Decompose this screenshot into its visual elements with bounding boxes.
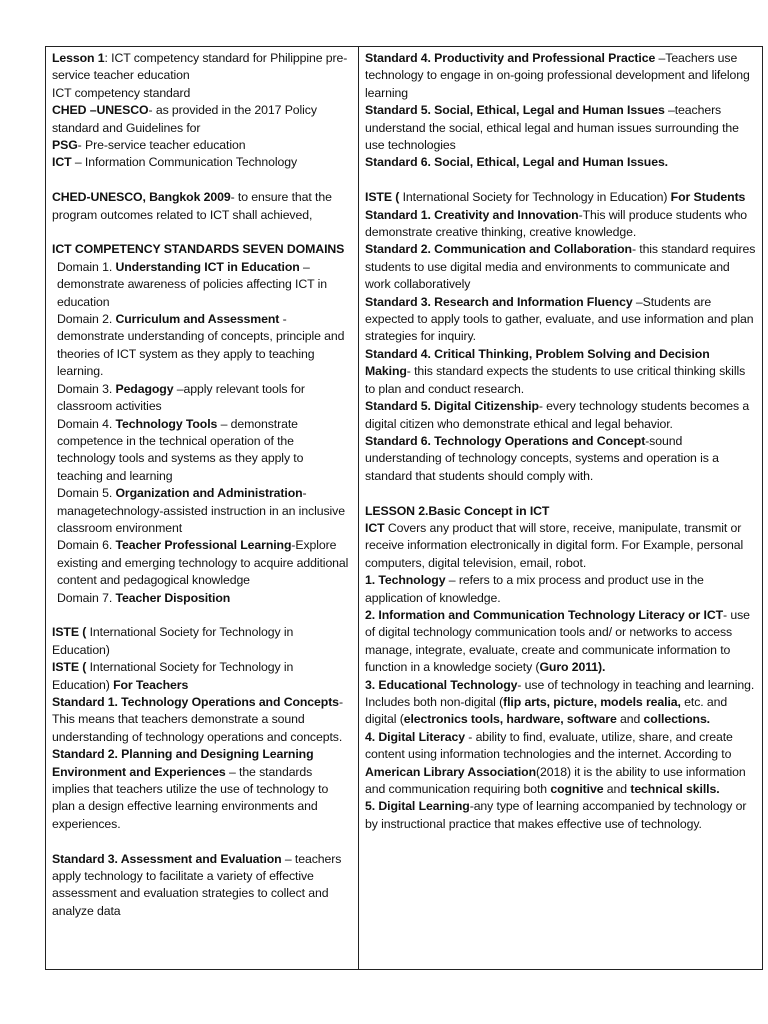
bold-text: ISTE ( — [365, 190, 400, 205]
paragraph — [365, 503, 756, 520]
bold-text: Standard 3. Assessment and Evaluation — [52, 851, 282, 866]
paragraph — [52, 537, 352, 589]
blank-line — [52, 172, 352, 189]
text: Domain 6. — [57, 538, 116, 553]
blank-line — [365, 485, 756, 502]
text: International Society for Technology in Education) — [52, 660, 294, 692]
paragraph — [52, 694, 352, 746]
bold-text: Standard 2. Planning and Designing Learning Environment and Experiences — [52, 747, 314, 779]
paragraph — [52, 659, 352, 694]
text: - to ensure that the program outcomes related to ICT shall achieved, — [52, 190, 332, 222]
text: (2018) it is the ability to use information and communication requiring both — [365, 764, 746, 797]
text: - Pre-service teacher education — [77, 138, 246, 153]
paragraph — [365, 294, 756, 346]
paragraph — [52, 241, 352, 258]
paragraph — [365, 729, 756, 799]
left-column — [46, 47, 359, 969]
paragraph — [52, 851, 352, 921]
text: – refers to a mix process and product use in the application of knowledge. — [365, 573, 704, 605]
text: Domain 1. — [57, 259, 116, 274]
bold-text: Teacher Professional Learning — [115, 538, 292, 553]
bold-text: electronics tools, hardware, software — [403, 712, 617, 727]
text: Domain 5. — [57, 486, 116, 501]
text: - use of technology in teaching and learning. Includes both non-digital ( — [365, 677, 755, 709]
bold-text: 5. Digital Learning — [365, 799, 470, 814]
text: –teachers understand the social, ethical legal and human issues surrounding the use technologies — [365, 103, 739, 153]
paragraph — [52, 259, 352, 311]
paragraph — [52, 746, 352, 833]
blank-line — [52, 607, 352, 624]
bold-text: collections. — [643, 712, 710, 727]
blank-line — [52, 224, 352, 241]
text: etc. and digital ( — [365, 695, 728, 727]
paragraph — [52, 85, 352, 102]
bold-text: Lesson 1 — [52, 51, 105, 65]
text: Covers any product that will store, receive, manipulate, transmit or receive information electronically in digital form. For Example, personal computers, digital television, email, robot. — [365, 520, 744, 570]
text: and — [603, 782, 631, 797]
text: : ICT competency standard for Philippine pre-service teacher education — [52, 51, 348, 83]
text: International Society for Technology in Education) — [399, 190, 671, 205]
bold-text: Standard 5. Social, Ethical, Legal and Human Issues — [365, 103, 665, 118]
text: Domain 2. — [57, 312, 116, 327]
bold-text: ISTE ( — [52, 660, 87, 675]
text: -any type of learning accompanied by technology or by instructional practice that makes effective use of technology. — [365, 799, 747, 831]
paragraph — [52, 137, 352, 154]
text: -Explore existing and emerging technology to acquire additional content and pedagogical knowledge — [57, 538, 349, 588]
paragraph — [365, 572, 756, 607]
text: -managetechnology-assisted instruction in an inclusive classroom environment — [57, 486, 345, 535]
bold-text: 3. Educational Technology — [365, 677, 518, 692]
paragraph — [52, 50, 352, 85]
bold-text: Standard 6. Social, Ethical, Legal and Human Issues. — [365, 155, 668, 170]
bold-text: For Students — [670, 190, 746, 205]
paragraph — [365, 102, 756, 154]
bold-text: Organization and Administration — [115, 486, 303, 501]
text: - This means that teachers demonstrate a sound understanding of technology operations and concepts. — [52, 694, 343, 744]
text: – demonstrate awareness of policies affecting ICT in education — [57, 259, 328, 309]
text: – teachers apply technology to facilitate a variety of effective assessment and evaluation strategies to collect and analyze data — [52, 851, 342, 918]
text: Domain 4. — [57, 416, 116, 431]
paragraph — [365, 520, 756, 572]
text: Domain 3. — [57, 381, 116, 396]
text: - as provided in the 2017 Policy standard and Guidelines for — [52, 103, 317, 135]
bold-text: cognitive — [550, 782, 604, 797]
paragraph — [365, 241, 756, 293]
bold-text: CHED –UNESCO — [52, 103, 149, 118]
bold-text: 2. Information and Communication Technology Literacy or ICT — [365, 607, 724, 622]
bold-text: Pedagogy — [115, 381, 174, 396]
blank-line — [52, 833, 352, 850]
paragraph — [52, 189, 352, 224]
bold-text: ICT COMPETENCY STANDARDS SEVEN DOMAINS — [52, 242, 345, 257]
paragraph — [365, 189, 756, 206]
bold-text: Understanding ICT in Education — [115, 259, 300, 274]
bold-text: Standard 4. Critical Thinking, Problem Solving and Decision Making — [365, 346, 710, 379]
blank-line — [365, 172, 756, 189]
bold-text: flip arts, picture, models realia, — [503, 695, 681, 709]
bold-text: 1. Technology — [365, 573, 446, 588]
paragraph — [365, 154, 756, 171]
text: –Teachers use technology to engage in on-going professional development and lifelong learning — [365, 51, 750, 100]
notes-table — [45, 46, 763, 970]
text: – Information Communication Technology — [71, 155, 298, 170]
paragraph — [52, 381, 352, 416]
bold-text: Standard 6. Technology Operations and Concept — [365, 433, 646, 448]
text: - demonstrate understanding of concepts, principle and theories of ICT system as they apply to teaching learning. — [57, 312, 345, 379]
text: –apply relevant tools for classroom activities — [57, 381, 305, 414]
text: – demonstrate competence in the technical operation of the technology tools and systems as they apply to teaching and learning — [57, 416, 304, 483]
paragraph — [365, 677, 756, 729]
paragraph — [52, 311, 352, 381]
bold-text: ICT — [52, 155, 72, 170]
text: -sound understanding of technology concepts, systems and operation is a standard that students should comply with. — [365, 433, 719, 483]
bold-text: 4. Digital Literacy — [365, 729, 465, 744]
right-column — [359, 47, 762, 969]
bold-text: For Teachers — [113, 677, 189, 692]
bold-text: Guro 2011). — [539, 660, 606, 675]
bold-text: Standard 1. Creativity and Innovation — [365, 207, 579, 222]
bold-text: Curriculum and Assessment — [115, 312, 280, 327]
text: - ability to find, evaluate, utilize, share, and create content using information technologies and the internet. According to — [365, 729, 733, 762]
bold-text: Standard 4. Productivity and Professional Practice — [365, 51, 656, 65]
text: -This will produce students who demonstrate creative thinking, creative knowledge. — [365, 207, 748, 240]
bold-text: Standard 5. Digital Citizenship — [365, 399, 539, 414]
paragraph — [365, 398, 756, 433]
text: - this standard expects the students to use critical thinking skills to plan and conduct research. — [365, 364, 746, 396]
bold-text: Standard 1. Technology Operations and Concepts — [52, 694, 339, 709]
paragraph — [365, 607, 756, 677]
text: - every technology students becomes a digital citizen who demonstrate ethical and legal behavior. — [365, 399, 750, 431]
bold-text: Technology Tools — [115, 416, 218, 431]
text: - this standard requires students to use digital media and environments to communicate and work collaboratively — [365, 242, 756, 292]
bold-text: Standard 2. Communication and Collaboration — [365, 242, 632, 257]
paragraph — [52, 590, 352, 607]
paragraph — [52, 485, 352, 537]
paragraph — [365, 798, 756, 833]
paragraph — [52, 624, 352, 659]
bold-text: American Library Association — [365, 764, 537, 779]
paragraph — [365, 50, 756, 102]
bold-text: ISTE ( — [52, 625, 87, 640]
paragraph — [52, 102, 352, 137]
bold-text: Standard 3. Research and Information Fluency — [365, 294, 633, 309]
bold-text: PSG — [52, 138, 78, 153]
bold-text: CHED-UNESCO, Bangkok 2009 — [52, 190, 231, 205]
bold-text: LESSON 2.Basic Concept in ICT — [365, 503, 550, 518]
paragraph — [52, 416, 352, 486]
bold-text: ICT — [365, 520, 385, 535]
paragraph — [52, 154, 352, 171]
bold-text: Teacher Disposition — [115, 590, 231, 605]
text: –Students are expected to apply tools to gather, evaluate, and use information and plan strategies for inquiry. — [365, 294, 754, 344]
text: International Society for Technology in Education) — [52, 625, 294, 657]
text: and — [616, 712, 644, 727]
text: ICT competency standard — [52, 85, 191, 100]
text: Domain 7. — [57, 590, 116, 605]
paragraph — [365, 433, 756, 485]
paragraph — [365, 346, 756, 398]
bold-text: technical skills. — [630, 782, 720, 797]
text: – the standards implies that teachers utilize the use of technology to plan a design effective learning environments and experiences. — [52, 764, 329, 831]
text: - use of digital technology communication tools and/ or networks to access manage, integrate, evaluate, create and communicate information to function in a knowledge society ( — [365, 607, 750, 675]
paragraph — [365, 207, 756, 242]
